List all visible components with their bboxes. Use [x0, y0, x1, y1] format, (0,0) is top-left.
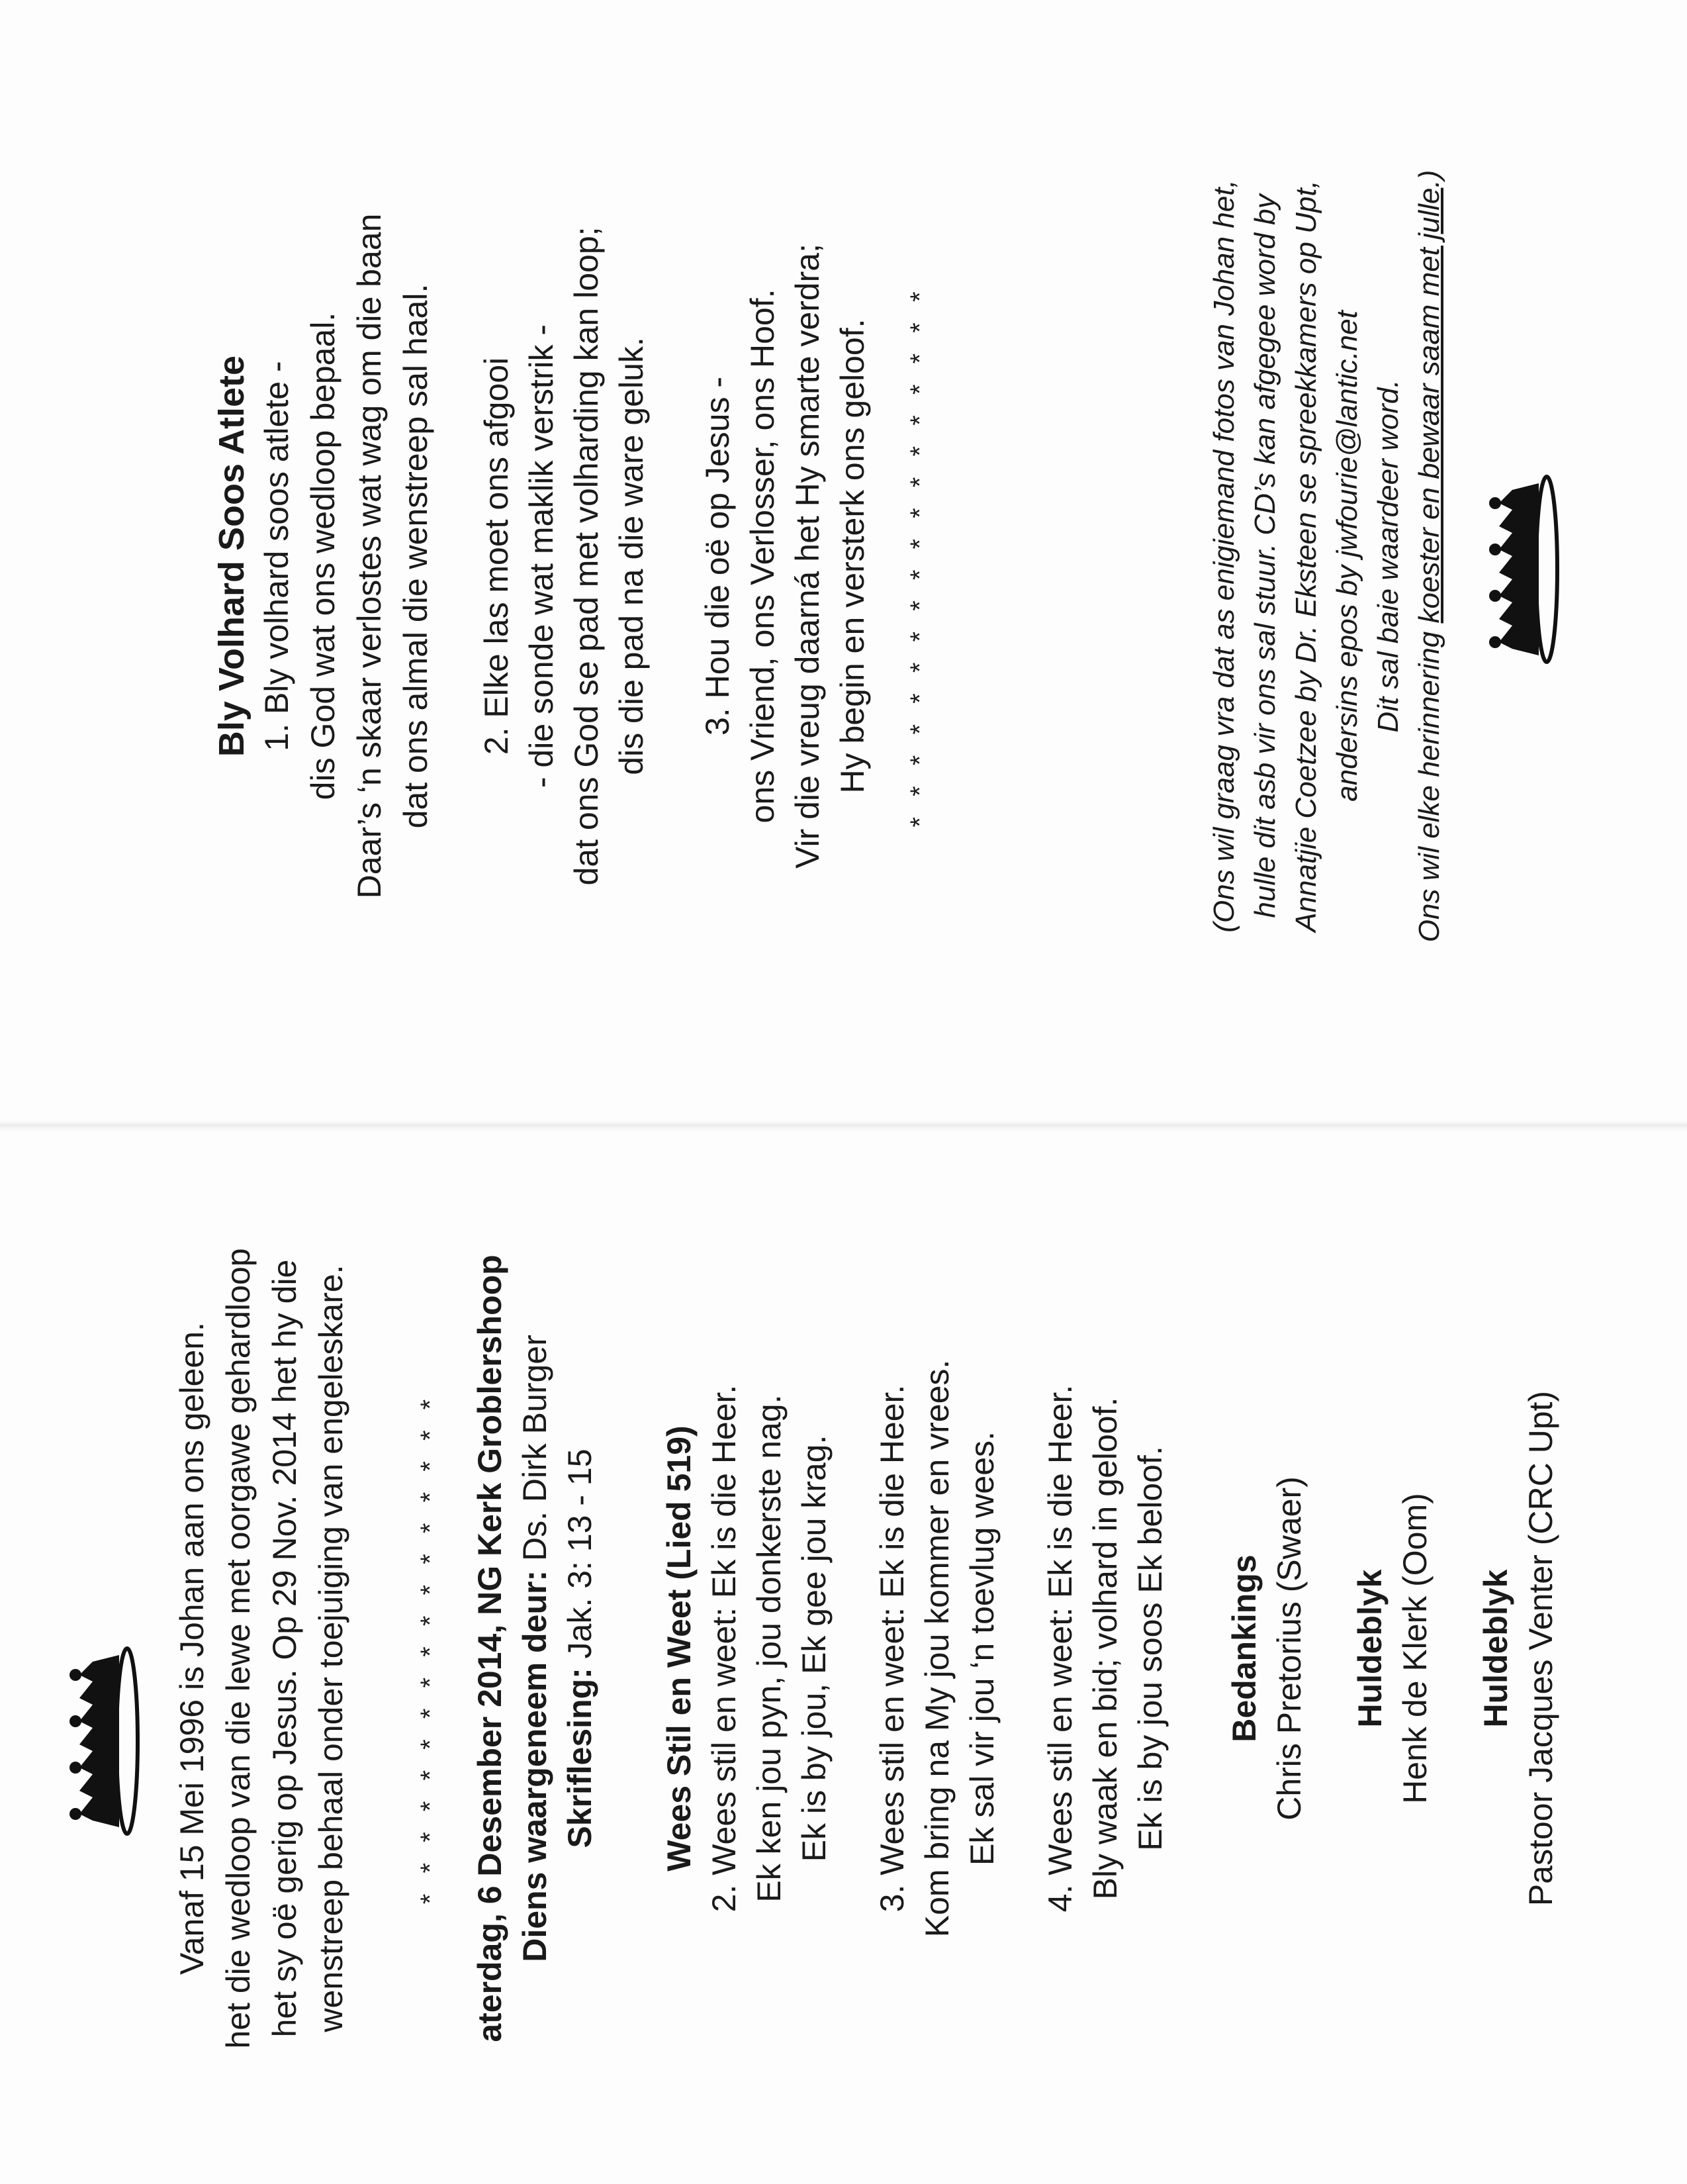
hymn-v4-line-3: Ek is by jou soos Ek beloof.: [1132, 1446, 1169, 1851]
stanza-3-line-4: Hy begin en versterk ons geloof.: [834, 318, 871, 794]
separator-stars: * * * * * * * * * * * * * * * * * *: [905, 285, 935, 828]
stanza-3-line-1: 3. Hou die oë op Jesus -: [699, 377, 736, 736]
hymn-v2-line-2: Ek ken jou pyn, jou donkerste nag.: [751, 1394, 788, 1903]
crown-emblem-upper: [1486, 463, 1565, 675]
reading-label: Skriflesing:: [561, 1668, 598, 1848]
hymn-v4-line-1: 4. Wees stil en weet: Ek is die Heer.: [1042, 1384, 1079, 1913]
tribute-2-heading: Huldeblyk: [1477, 1569, 1514, 1728]
stanza-2-line-4: dis die pad na die ware geluk.: [613, 337, 650, 775]
service-by-label: Diens waargeneem deur:: [516, 1570, 553, 1962]
crown-emblem-lower: [66, 1635, 146, 1847]
hymn-v4-line-2: Bly waak en bid; volhard in geloof.: [1087, 1397, 1124, 1900]
service-heading: aterdag, 6 Desember 2014, NG Kerk Groblershoop: [471, 1255, 508, 2042]
hymn-v2-line-3: Ek is by jou, Ek gee jou krag.: [796, 1435, 833, 1862]
intro-line-4: wenstreep behaal onder toejuiging van engeleskare.: [312, 1264, 349, 2032]
service-by-value: Ds. Dirk Burger: [516, 1335, 553, 1570]
note-line-6: Ons wil elke herinnering koester en bewaar saam met julle.): [1413, 169, 1445, 943]
stanza-1-line-3: Daar’s ‘n skaar verlostes wat wag om die baan: [351, 213, 388, 899]
stanza-2-line-2: - die sonde wat maklik verstrik -: [523, 324, 560, 788]
stanza-1-line-1: 1. Bly volhard soos atlete -: [258, 361, 295, 751]
note-line-1: (Ons wil graag vra dat as enigiemand fotos van Johan het,: [1208, 179, 1240, 933]
note-line-4: andersins epos by jwfourie@lantic.net: [1331, 310, 1363, 802]
hymn-v2-line-1: 2. Wees stil en weet: Ek is die Heer.: [706, 1384, 743, 1913]
hymn-v3-line-3: Ek sal vir jou ‘n toevlug wees.: [964, 1431, 1001, 1866]
stanza-1-line-4: dat ons almal die wenstreep sal haal.: [397, 283, 434, 829]
upper-panel: [199, 13, 1522, 1099]
hymn-title: Wees Stil en Weet (Lied 519): [661, 1425, 698, 1872]
thanks-name: Chris Pretorius (Swaer): [1271, 1476, 1308, 1821]
lower-panel: [172, 1119, 1628, 2178]
note-line-2: hulle dit asb vir ons sal stuur. CD’s kan afgegee word by: [1249, 194, 1281, 918]
service-officiant: [515, 1119, 555, 2178]
stanza-3-line-3: Vir die vreug daarná het Hy smarte verdra;: [789, 244, 826, 869]
intro-line-3: het sy oë gerig op Jesus. Op 29 Nov. 2014 het hy die: [266, 1259, 303, 2038]
note-underlined-phrase: koester en bewaar saam met julle: [1413, 187, 1445, 624]
reading-value: Jak. 3: 13 - 15: [561, 1448, 598, 1668]
thanks-heading: Bedankings: [1226, 1554, 1263, 1742]
note-line-3: Annatjie Coetzee by Dr. Eksteen se spreekkamers op Upt,: [1290, 180, 1322, 932]
intro-line-2: het die wedloop van die lewe met oorgawe gehardloop: [220, 1248, 257, 2049]
hymn-v3-line-2: Kom bring na My jou kommer en vrees.: [919, 1359, 956, 1938]
separator-stars-lower: * * * * * * * * * * * * * * * * *: [416, 1392, 445, 1905]
scripture-reading: [560, 1119, 600, 2178]
intro-line-1: Vanaf 15 Mei 1996 is Johan aan ons geleen.: [173, 1322, 210, 1975]
tribute-2-name: Pastoor Jacques Venter (CRC Upt): [1522, 1390, 1559, 1907]
stanza-2-line-3: dat ons God se pad met volharding kan loop;: [568, 226, 605, 886]
tribute-1-heading: Huldeblyk: [1351, 1569, 1389, 1728]
stanza-1-line-2: dis God wat ons wedloop bepaal.: [304, 312, 342, 800]
song-title: Bly Volhard Soos Atlete: [212, 355, 251, 757]
stanza-2-line-1: 2. Elke las moet ons afgooi: [478, 357, 515, 755]
tribute-1-name: Henk de Klerk (Oom): [1396, 1493, 1434, 1804]
stanza-3-line-2: ons Vriend, ons Verlosser, ons Hoof.: [744, 289, 781, 824]
note-line-5: Dit sal baie waardeer word.: [1372, 379, 1404, 733]
hymn-v3-line-1: 3. Wees stil en weet: Ek is die Heer.: [874, 1384, 911, 1913]
